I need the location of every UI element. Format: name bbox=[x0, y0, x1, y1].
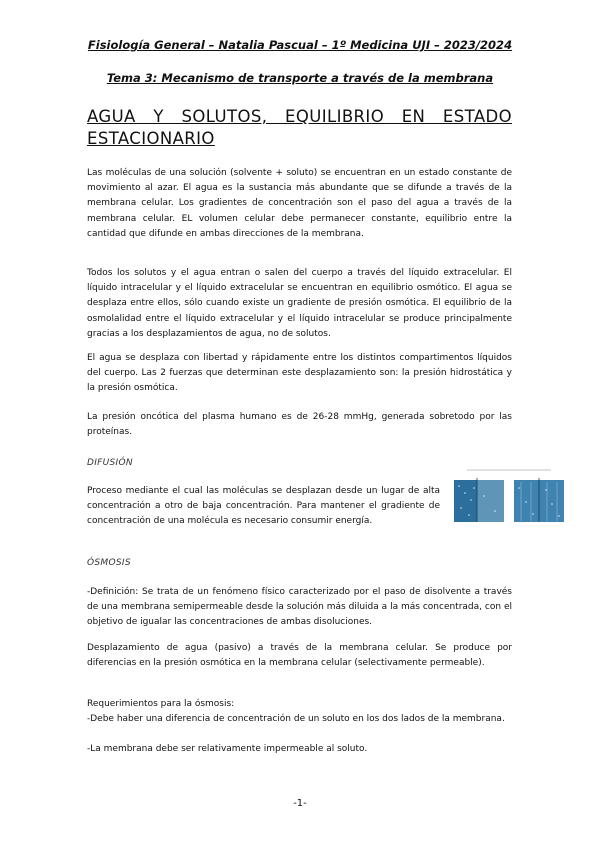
page-number: -1- bbox=[293, 798, 307, 809]
section-title: AGUA Y SOLUTOS, EQUILIBRIO EN ESTADO ESTACIONARIO bbox=[87, 107, 512, 148]
osmosis-requirements-label: Requerimientos para la ósmosis: bbox=[87, 699, 235, 709]
osmosis-displacement: Desplazamiento de agua (pasivo) a través de la membrana celular. Se produce por diferencias en la presión osmótica en la membrana celular (selectivamente permeable). bbox=[87, 643, 512, 669]
osmosis-requirement-1: -Debe haber una diferencia de concentración de un soluto en los dos lados de la membrana. bbox=[87, 714, 505, 724]
osmosis-requirement-2: -La membrana debe ser relativamente impermeable al soluto. bbox=[87, 744, 368, 754]
diffusion-diagram bbox=[451, 466, 566, 538]
concentrated-side bbox=[454, 480, 477, 522]
osmosis-definition: -Definición: Se trata de un fenómeno físico caracterizado por el paso de disolvente a través de una membrana semipermeable desde la solución más diluida a la más concentrada, con el objetivo de igualar las concentraciones de ambas disoluciones. bbox=[87, 587, 512, 628]
difusion-text: Proceso mediante el cual las moléculas se desplazan desde un lugar de alta concentración a otro de baja concentración. Para mantener el gradiente de concentración de una molécula es necesario consumir energía. bbox=[87, 486, 440, 527]
paragraph-4: La presión oncótica del plasma humano es de 26-28 mmHg, generada sobretodo por las proteínas. bbox=[87, 412, 512, 438]
paragraph-2: Todos los solutos y el agua entran o salen del cuerpo a través del líquido extracelular. El líquido intracelular y el líquido extracelular se encuentran en equilibrio osmótico. El agua se desplaza entre ellos, sólo cuando existe un gradiente de presión osmótica. El equilibrio de la osmolalidad entre el líquido extracelular y el líquido intracelular se produce principalmente gracias a los desplazamientos de agua, no de solutos. bbox=[87, 268, 512, 339]
paragraph-1: Las moléculas de una solución (solvente + soluto) se encuentran en un estado constante de movimiento al azar. El agua es la sustancia más abundante que se difunde a través de la membrana celular. Los gradientes de concentración son el paso del agua a través de la membrana celular. EL volumen celular debe permanecer constante, equilibrio entre la cantidad que difunde en ambas direcciones de la membrana. bbox=[87, 168, 512, 239]
paragraph-3: El agua se desplaza con libertad y rápidamente entre los distintos compartimentos líquidos del cuerpo. Las 2 fuerzas que determinan este desplazamiento son: la presión hidrostática y la presión osmótica. bbox=[87, 353, 512, 394]
difusion-heading: DIFUSIÓN bbox=[87, 458, 133, 468]
osmosis-heading: ÓSMOSIS bbox=[87, 558, 131, 568]
document-header: Fisiología General – Natalia Pascual – 1º Medicina UJI – 2023/2024 bbox=[87, 38, 513, 52]
topic-header: Tema 3: Mecanismo de transporte a través de la membrana bbox=[106, 71, 494, 85]
